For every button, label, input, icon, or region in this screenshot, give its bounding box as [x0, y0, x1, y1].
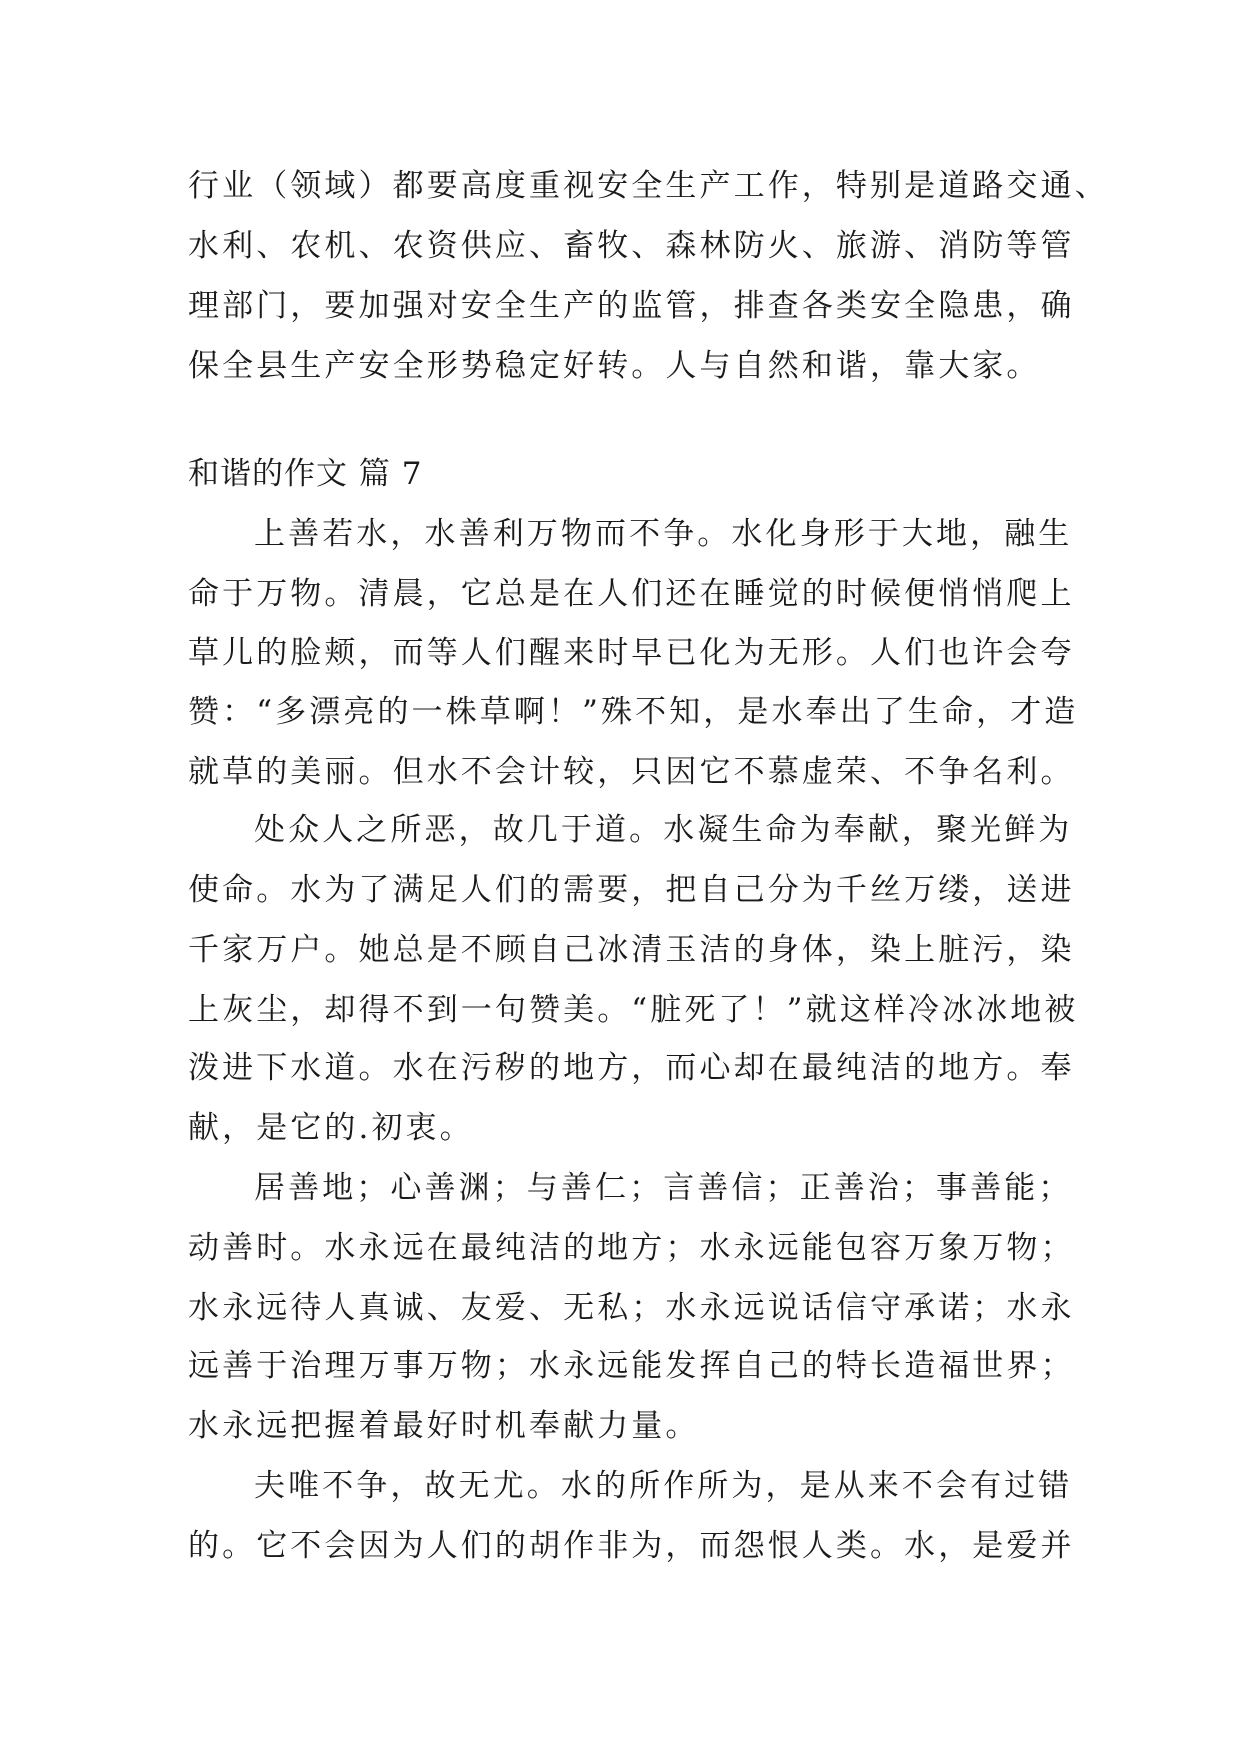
intro-line-1: 行业（领域）都要高度重视安全生产工作，特别是道路交通、 [188, 168, 1109, 204]
paragraph-2-line-6: 献，是它的.初衷。 [188, 1110, 474, 1146]
paragraph-4-line-2: 的。它不会因为人们的胡作非为，而怨恨人类。水，是爱并 [188, 1528, 1075, 1564]
paragraph-4-line-1: 夫唯不争，故无尤。水的所作所为，是从来不会有过错 [254, 1468, 1073, 1504]
intro-line-2: 水利、农机、农资供应、畜牧、森林防火、旅游、消防等管 [188, 228, 1075, 264]
paragraph-2-line-2: 使命。水为了满足人们的需要，把自己分为千丝万缕，送进 [188, 872, 1075, 908]
paragraph-2-line-4: 上灰尘，却得不到一句赞美。“脏死了！”就这样冷冰冰地被 [188, 992, 1079, 1028]
paragraph-2-line-3: 千家万户。她总是不顾自己冰清玉洁的身体，染上脏污，染 [188, 932, 1075, 968]
section-heading: 和谐的作文 篇 7 [188, 456, 423, 492]
paragraph-3-line-4: 远善于治理万事万物；水永远能发挥自己的特长造福世界； [188, 1348, 1075, 1384]
paragraph-3-line-5: 水永远把握着最好时机奉献力量。 [188, 1408, 700, 1444]
intro-line-4: 保全县生产安全形势稳定好转。人与自然和谐，靠大家。 [188, 348, 1041, 384]
paragraph-1-line-1: 上善若水，水善利万物而不争。水化身形于大地，融生 [254, 516, 1073, 552]
paragraph-2-line-1: 处众人之所恶，故几于道。水凝生命为奉献，聚光鲜为 [254, 812, 1073, 848]
intro-line-3: 理部门，要加强对安全生产的监管，排查各类安全隐患，确 [188, 288, 1075, 324]
paragraph-1-line-5: 就草的美丽。但水不会计较，只因它不慕虚荣、不争名利。 [188, 754, 1075, 790]
paragraph-1-line-3: 草儿的脸颊，而等人们醒来时早已化为无形。人们也许会夸 [188, 635, 1075, 671]
paragraph-1-line-2: 命于万物。清晨，它总是在人们还在睡觉的时候便悄悄爬上 [188, 576, 1075, 612]
paragraph-3-line-2: 动善时。水永远在最纯洁的地方；水永远能包容万象万物； [188, 1230, 1075, 1266]
paragraph-3-line-1: 居善地；心善渊；与善仁；言善信；正善治；事善能； [254, 1170, 1073, 1206]
paragraph-3-line-3: 水永远待人真诚、友爱、无私；水永远说话信守承诺；水永 [188, 1290, 1075, 1326]
paragraph-2-line-5: 泼进下水道。水在污秽的地方，而心却在最纯洁的地方。奉 [188, 1050, 1075, 1086]
paragraph-1-line-4: 赞：“多漂亮的一株草啊！”殊不知，是水奉出了生命，才造 [188, 694, 1079, 730]
